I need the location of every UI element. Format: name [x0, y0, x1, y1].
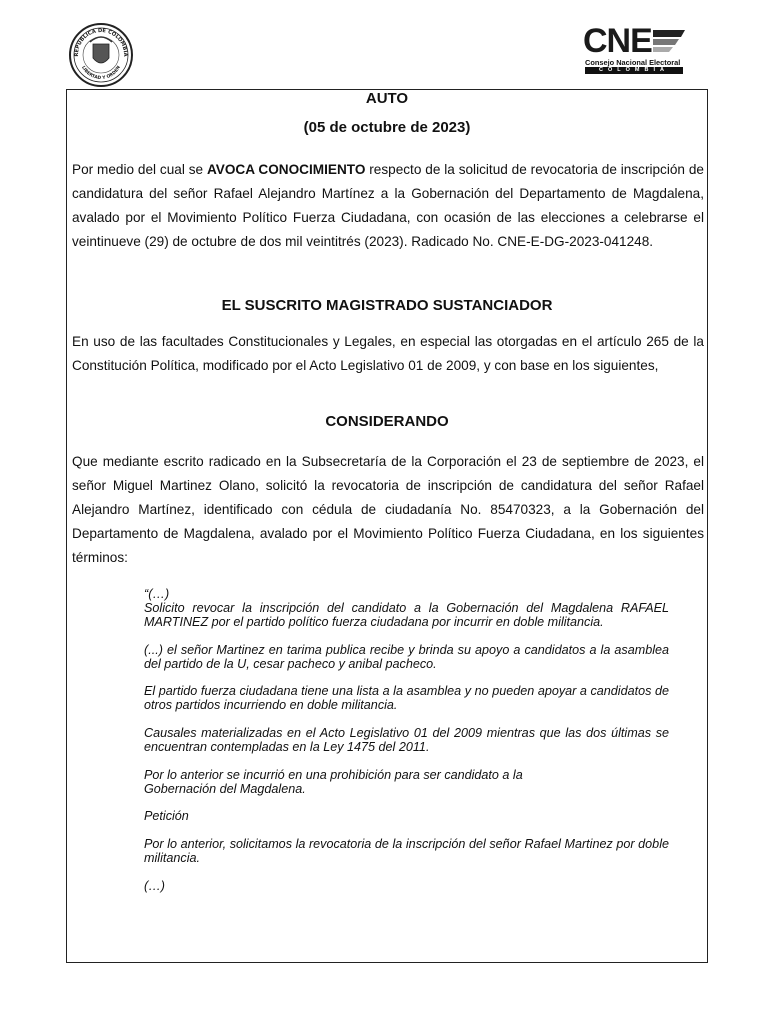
document-frame [66, 89, 708, 963]
cne-logo-country: COLOMBIA [585, 67, 683, 74]
coat-of-arms-icon [68, 22, 134, 88]
colombia-seal [68, 22, 134, 88]
quote-paragraph-5-line-1: Por lo anterior se incurrió en una prohibición para ser candidato a la [144, 768, 523, 782]
svg-text:REPÚBLICA DE COLOMBIA: REPÚBLICA DE COLOMBIA [73, 27, 129, 57]
quote-open: “(…) [144, 587, 170, 601]
quote-paragraph-2: (...) el señor Martinez en tarima publica recibe y brinda su apoyo a candidatos a la asamblea del partido de la U, cesar pacheco y anibal pacheco. [144, 643, 669, 671]
document-date: (05 de octubre de 2023) [303, 119, 471, 136]
intro-text-end: respecto de la solicitud de revocatoria de inscripción de candidatura del señor Rafael Alejandro Martínez a la Gobernación del Departamento de Magdalena, avalado por el Movimiento Político Fuerza Ciudadana, con ocasión de las elecciones a celebrarse el veintinueve (29) de octubre de dos mil veintitrés (2023). Radicado No. CNE-E-DG-2023-041248. [72, 162, 704, 249]
quote-paragraph-7: Por lo anterior, solicitamos la revocatoria de la inscripción del señor Rafael Martinez por doble militancia. [144, 837, 669, 865]
quote-paragraph-5-line-2: Gobernación del Magdalena. [144, 782, 306, 796]
quote-paragraph-4: Causales materializadas en el Acto Legislativo 01 del 2009 mientras que las dos últimas se encuentran contempladas en la Ley 1475 del 2011. [144, 726, 669, 754]
document-title: AUTO [365, 90, 409, 107]
considering-paragraph: Que mediante escrito radicado en la Subsecretaría de la Corporación el 23 de septiembre de 2023, el señor Miguel Martinez Olano, solicitó la revocatoria de inscripción de candidatura del señor Rafael Alejandro Martínez, identificado con cédula de ciudadanía No. 85470323, a la Gobernación del Departamento de Magdalena, avalado por el Movimiento Político Fuerza Ciudadana, en los siguientes términos: [72, 454, 704, 565]
intro-highlight: AVOCA CONOCIMIENTO [206, 162, 366, 177]
quote-petition-heading: Petición [144, 809, 189, 823]
quote-paragraph-1: Solicito revocar la inscripción del candidato a la Gobernación del Magdalena RAFAEL MARTINEZ por el partido político fuerza ciudadana por incurrir en doble militancia. [144, 601, 669, 629]
svg-text:LIBERTAD Y ORDEN: LIBERTAD Y ORDEN [80, 65, 122, 82]
quote-paragraph-5 [144, 768, 669, 796]
cne-logo-letters: CNE [583, 22, 652, 60]
cne-logo-name: Consejo Nacional Electoral [585, 58, 681, 67]
flag-stripes-icon [653, 30, 685, 56]
heading-considering: CONSIDERANDO [325, 413, 449, 430]
powers-paragraph: En uso de las facultades Constitucionales y Legales, en especial las otorgadas en el artículo 265 de la Constitución Política, modificado por el Acto Legislativo 01 de 2009, y con base en los siguientes, [72, 334, 704, 373]
intro-paragraph [72, 158, 704, 254]
intro-text-start: Por medio del cual se [72, 162, 207, 177]
heading-magistrate: EL SUSCRITO MAGISTRADO SUSTANCIADOR [221, 297, 553, 314]
quote-paragraph-3: El partido fuerza ciudadana tiene una lista a la asamblea y no pueden apoyar a candidatos de otros partidos incurriendo en doble militancia. [144, 684, 669, 712]
cne-logo [583, 22, 693, 76]
quote-close: (…) [144, 879, 165, 893]
